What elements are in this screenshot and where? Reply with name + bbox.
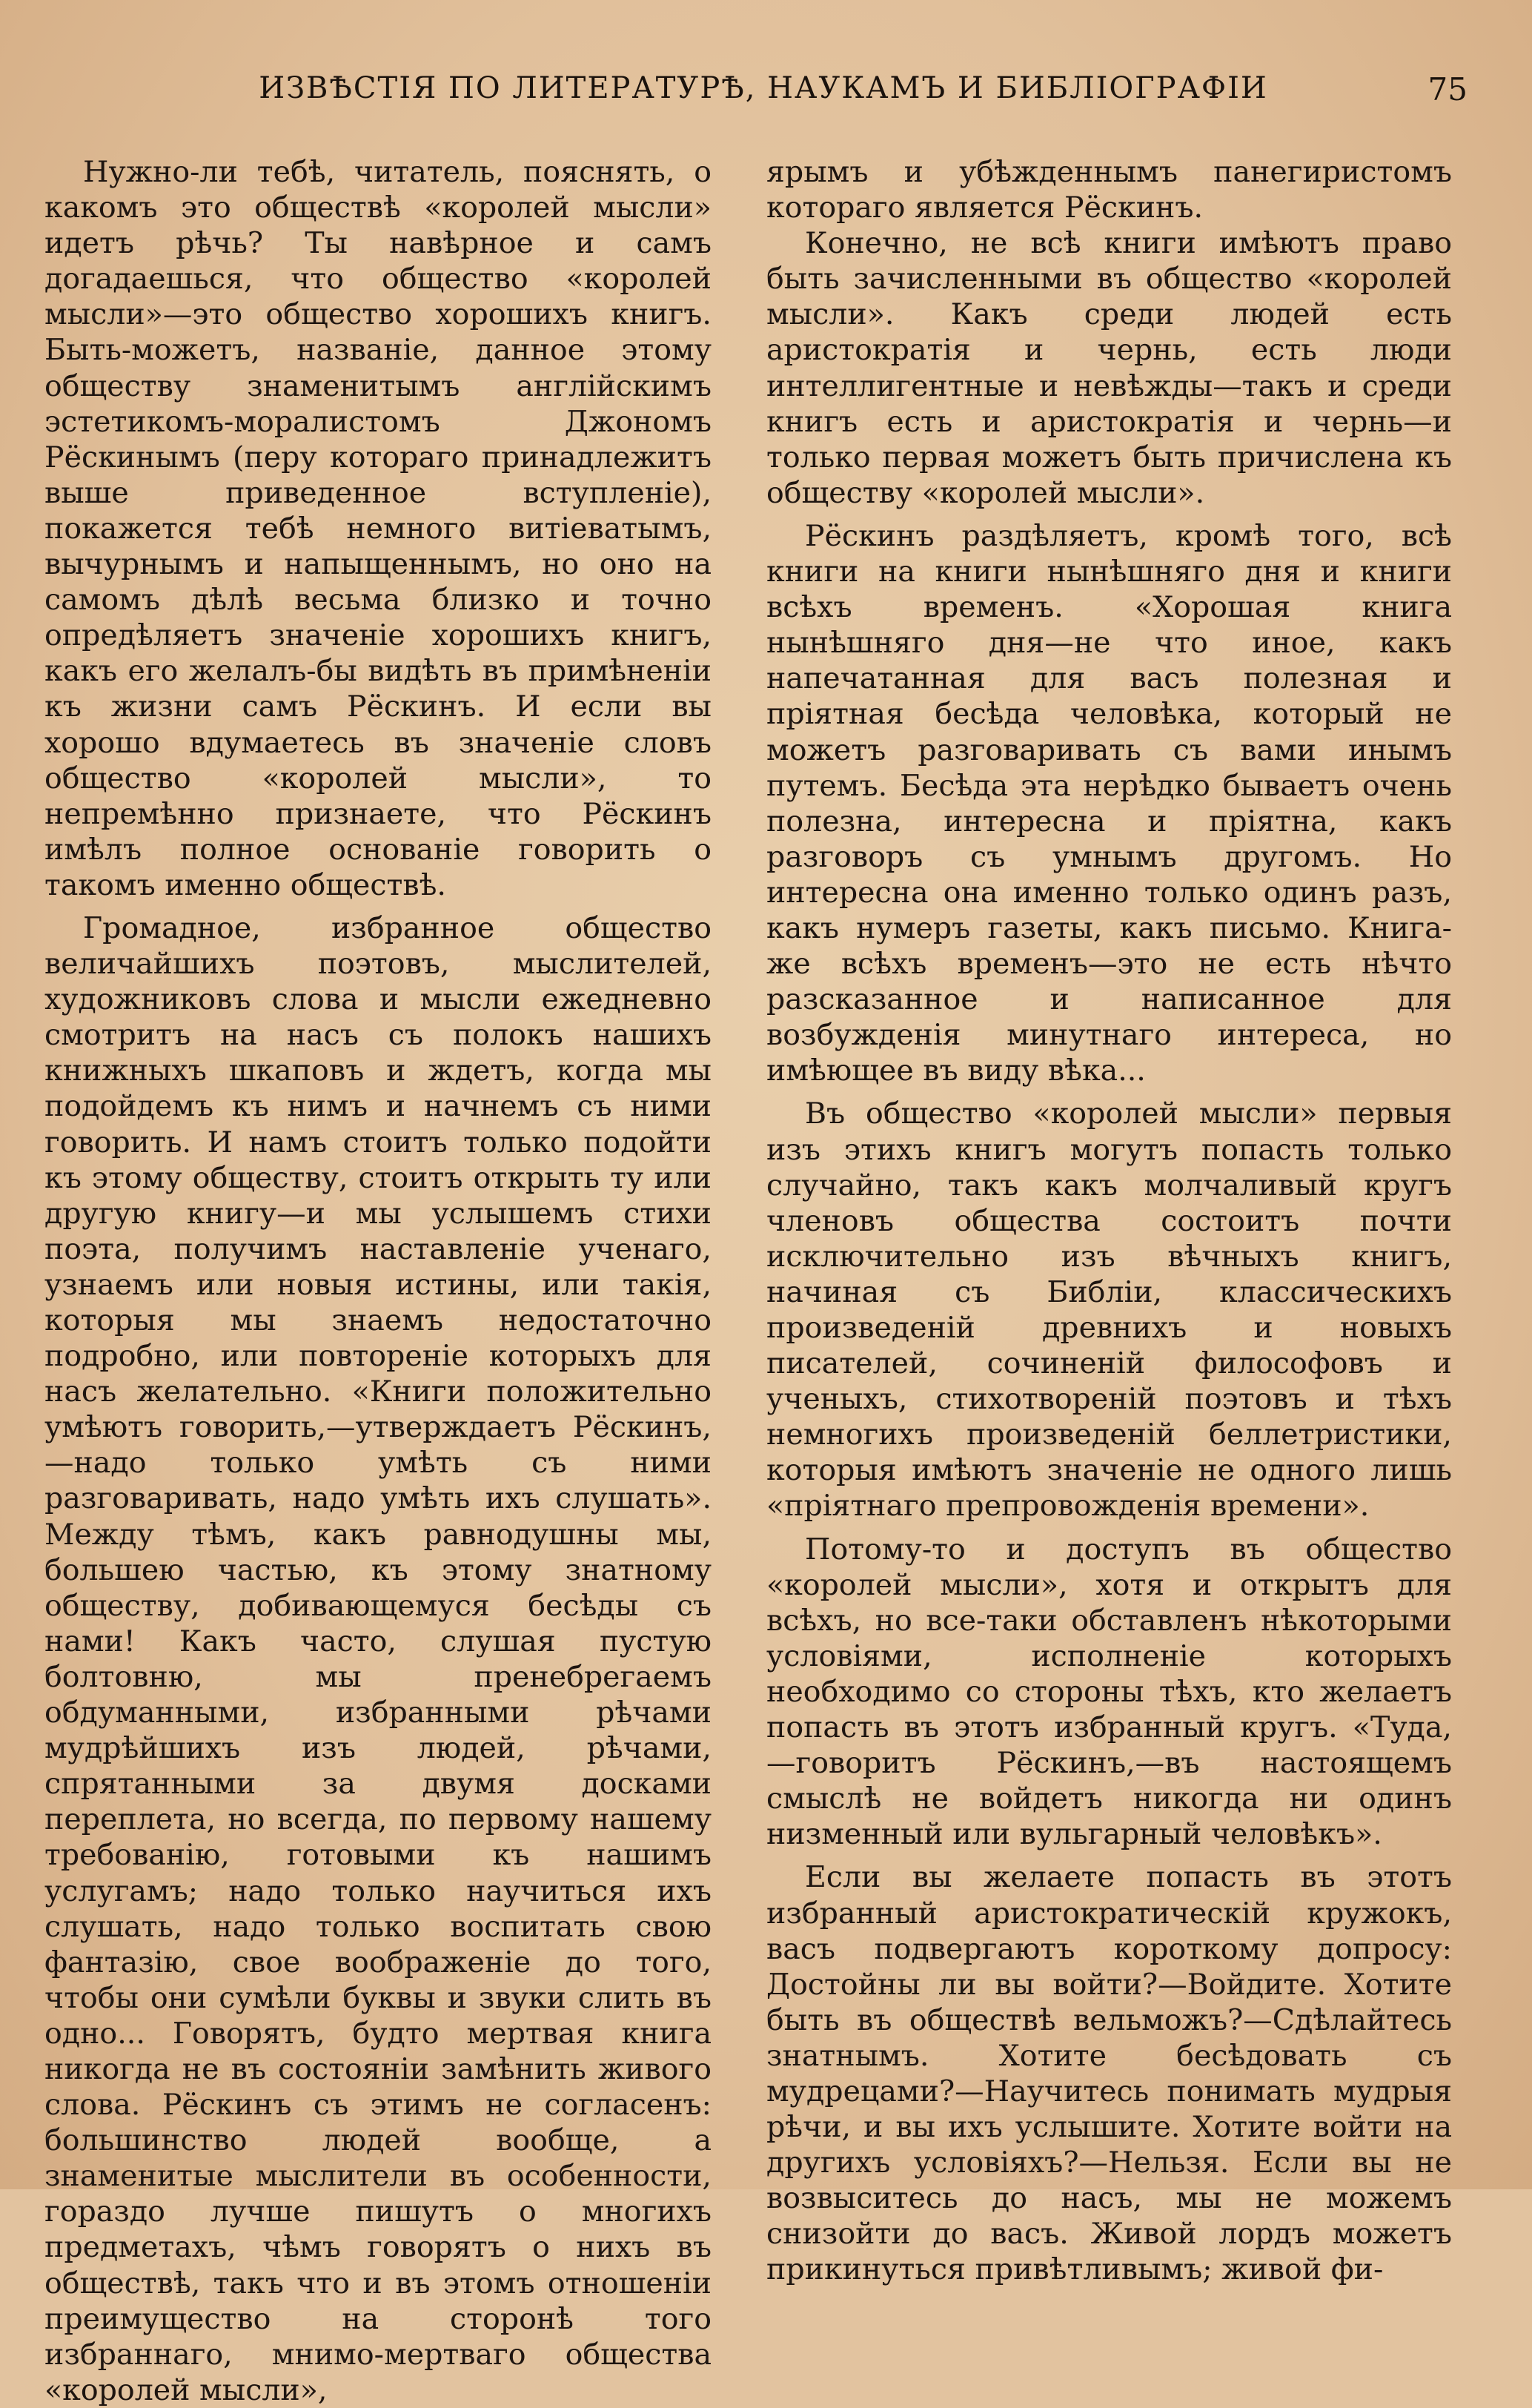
right-column: [766, 154, 1452, 2288]
paragraph: Если вы желаете попасть въ этотъ избранный аристократическій кружокъ, васъ подвергаютъ короткому допросу: Достойны ли вы войти?—Войдите. Хотите быть въ обществѣ вельможъ?—Сдѣлайтесь знатнымъ. Хотите бесѣдовать съ мудрецами?—Научитесь понимать мудрыя рѣчи, и вы ихъ услышите. Хотите войти на другихъ условіяхъ?—Нельзя. Если вы не возвыситесь до насъ, мы не можемъ снизойти до васъ. Живой лордъ можетъ прикинуться привѣтливымъ; живой фи-: [766, 1860, 1452, 2287]
left-column: [44, 154, 712, 2408]
paragraph: Конечно, не всѣ книги имѣютъ право быть зачисленными въ общество «королей мысли». Какъ среди людей есть аристократія и чернь, есть люди интеллигентные и невѣжды—такъ и среди книгъ есть и аристократія и чернь—и только первая можетъ быть причислена къ обществу «королей мысли».: [766, 226, 1452, 510]
page-header: [59, 71, 1468, 116]
paragraph-continued: ярымъ и убѣжденнымъ панегиристомъ котораго является Рёскинъ.: [766, 155, 1452, 225]
paragraph: Громадное, избранное общество величайшихъ поэтовъ, мыслителей, художниковъ слова и мысли ежедневно смотритъ на насъ съ полокъ нашихъ книжныхъ шкаповъ и ждетъ, когда мы подойдемъ къ нимъ и начнемъ съ ними говорить. И намъ стоитъ только подойти къ этому обществу, стоитъ открыть ту или другую книгу—и мы услышемъ стихи поэта, получимъ наставленіе ученаго, узнаемъ или новыя истины, или такія, которыя мы знаемъ недостаточно подробно, или повтореніе которыхъ для насъ желательно. «Книги положительно умѣютъ говорить,—утверждаетъ Рёскинъ,—надо только умѣть съ ними разговаривать, надо умѣть ихъ слушать». Между тѣмъ, какъ равнодушны мы, большею частью, къ этому знатному обществу, добивающемуся бесѣды съ нами! Какъ часто, слушая пустую болтовню, мы пренебрегаемъ обдуманными, избранными рѣчами мудрѣйшихъ изъ людей, рѣчами, спрятанными за двумя досками переплета, но всегда, по первому нашему требованію, готовыми къ нашимъ услугамъ; надо только научиться ихъ слушать, надо только воспитать свою фантазію, свое воображеніе до того, чтобы они сумѣли буквы и звуки слить въ одно... Говорятъ, будто мертвая книга никогда не въ состояніи замѣнить живого слова. Рёскинъ съ этимъ не согласенъ: большинство людей вообще, а знаменитые мыслители въ особенности, гораздо лучше пишутъ о многихъ предметахъ, чѣмъ говорятъ о нихъ въ обществѣ, такъ что и въ этомъ отношеніи преимущество на сторонѣ того избраннаго, мнимо-мертваго общества «королей мысли»,: [44, 910, 712, 2407]
paragraph: Въ общество «королей мысли» первыя изъ этихъ книгъ могутъ попасть только случайно, такъ какъ молчаливый кругъ членовъ общества состоитъ почти исключительно изъ вѣчныхъ книгъ, начиная съ Библіи, классическихъ произведеній древнихъ и новыхъ писателей, сочиненій философовъ и ученыхъ, стихотвореній поэтовъ и тѣхъ немногихъ произведеній беллетристики, которыя имѣютъ значеніе не одного лишь «пріятнаго препровожденія времени».: [766, 1096, 1452, 1524]
paragraph: Потому-то и доступъ въ общество «королей мысли», хотя и открытъ для всѣхъ, но все-таки обставленъ нѣкоторыми условіями, исполненіе которыхъ необходимо со стороны тѣхъ, кто желаетъ попасть въ этотъ избранный кругъ. «Туда,—говоритъ Рёскинъ,—въ настоящемъ смыслѣ не войдетъ никогда ни одинъ низменный или вульгарный человѣкъ».: [766, 1532, 1452, 1852]
paragraph: Нужно-ли тебѣ, читатель, пояснять, о какомъ это обществѣ «королей мысли» идетъ рѣчь? Ты навѣрное и самъ догадаешься, что общество «королей мысли»—это общество хорошихъ книгъ. Быть-можетъ, названіе, данное этому обществу знаменитымъ англійскимъ эстетикомъ-моралистомъ Джономъ Рёскинымъ (перу котораго принадлежитъ выше приведенное вступленіе), покажется тебѣ немного витіеватымъ, вычурнымъ и напыщеннымъ, но оно на самомъ дѣлѣ весьма близко и точно опредѣляетъ значеніе хорошихъ книгъ, какъ его желалъ-бы видѣть въ примѣненіи къ жизни самъ Рёскинъ. И если вы хорошо вдумаетесь въ значеніе словъ общество «королей мысли», то непремѣнно признаете, что Рёскинъ имѣлъ полное основаніе говорить о такомъ именно обществѣ.: [44, 155, 712, 902]
page-number: 75: [1427, 71, 1468, 108]
running-head: ИЗВѢСТІЯ ПО ЛИТЕРАТУРѢ, НАУКАМЪ И БИБЛІОГРАФІИ: [259, 71, 1268, 105]
paragraph: Рёскинъ раздѣляетъ, кромѣ того, всѣ книги на книги нынѣшняго дня и книги всѣхъ временъ. «Хорошая книга нынѣшняго дня—не что иное, какъ напечатанная для васъ полезная и пріятная бесѣда человѣка, который не можетъ разговаривать съ вами инымъ путемъ. Бесѣда эта нерѣдко бываетъ очень полезна, интересна и пріятна, какъ разговоръ съ умнымъ другомъ. Но интересна она именно только одинъ разъ, какъ нумеръ газеты, какъ письмо. Книга-же всѣхъ временъ—это не есть нѣчто разсказанное и написанное для возбужденія минутнаго интереса, но имѣющее въ виду вѣка...: [766, 518, 1452, 1088]
